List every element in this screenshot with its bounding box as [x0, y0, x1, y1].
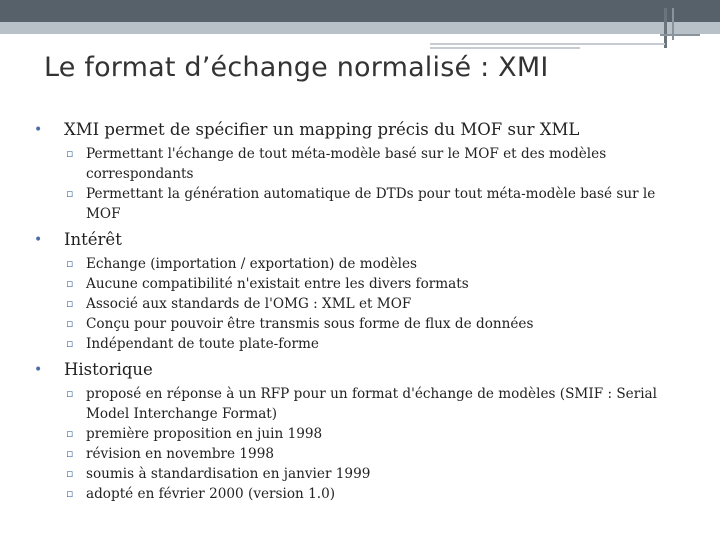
list-item-text: Permettant la génération automatique de DTDs pour tout méta-modèle basé sur le MOF	[86, 186, 656, 222]
bullet-level1	[28, 230, 688, 250]
list-item-text: Associé aux standards de l'OMG : XML et MOF	[86, 296, 412, 312]
bullet-level1	[28, 120, 688, 140]
list-item-text: Aucune compatibilité n'existait entre les divers formats	[86, 276, 469, 292]
header-bar	[0, 0, 720, 22]
square-bullet-icon: ▫	[66, 447, 74, 460]
slide-body	[28, 120, 688, 510]
list-item-text: soumis à standardisation en janvier 1999	[86, 466, 371, 482]
sub-bullets	[28, 254, 688, 354]
list-item	[66, 254, 688, 274]
square-bullet-icon: ▫	[66, 297, 74, 310]
list-item	[66, 484, 688, 504]
sub-bullets	[28, 144, 688, 224]
bullet-icon: •	[34, 122, 43, 138]
list-item	[66, 444, 688, 464]
list-item-text: Permettant l'échange de tout méta-modèle basé sur le MOF et des modèles correspondants	[86, 146, 607, 182]
list-item	[66, 334, 688, 354]
square-bullet-icon: ▫	[66, 147, 74, 160]
sub-bullets	[28, 384, 688, 504]
slide-title: Le format d’échange normalisé : XMI	[44, 52, 549, 83]
square-bullet-icon: ▫	[66, 187, 74, 200]
square-bullet-icon: ▫	[66, 387, 74, 400]
list-item	[66, 314, 688, 334]
bullet-icon: •	[34, 362, 43, 378]
bullet-text: XMI permet de spécifier un mapping précis du MOF sur XML	[64, 120, 580, 139]
list-item-text: première proposition en juin 1998	[86, 426, 323, 442]
list-item	[66, 384, 688, 424]
list-item-text: Conçu pour pouvoir être transmis sous forme de flux de données	[86, 316, 534, 332]
section-interet	[28, 230, 688, 354]
square-bullet-icon: ▫	[66, 467, 74, 480]
square-bullet-icon: ▫	[66, 257, 74, 270]
bullet-text: Intérêt	[64, 230, 122, 249]
list-item	[66, 424, 688, 444]
square-bullet-icon: ▫	[66, 487, 74, 500]
list-item-text: adopté en février 2000 (version 1.0)	[86, 486, 336, 502]
square-bullet-icon: ▫	[66, 317, 74, 330]
list-item-text: Echange (importation / exportation) de modèles	[86, 256, 417, 272]
list-item-text: proposé en réponse à un RFP pour un format d'échange de modèles (SMIF : Serial Model Interchange Format)	[86, 386, 658, 422]
list-item-text: révision en novembre 1998	[86, 446, 274, 462]
square-bullet-icon: ▫	[66, 427, 74, 440]
square-bullet-icon: ▫	[66, 337, 74, 350]
list-item	[66, 294, 688, 314]
square-bullet-icon: ▫	[66, 277, 74, 290]
header-band	[0, 22, 720, 34]
bullet-text: Historique	[64, 360, 153, 379]
title-rule-short	[430, 47, 580, 49]
list-item	[66, 274, 688, 294]
title-rule	[430, 43, 665, 45]
list-item	[66, 184, 688, 224]
list-item	[66, 144, 688, 184]
list-item	[66, 464, 688, 484]
decorative-lines	[660, 8, 700, 48]
bullet-level1	[28, 360, 688, 380]
list-item-text: Indépendant de toute plate-forme	[86, 336, 319, 352]
section-xmi	[28, 120, 688, 224]
section-historique	[28, 360, 688, 504]
bullet-icon: •	[34, 232, 43, 248]
